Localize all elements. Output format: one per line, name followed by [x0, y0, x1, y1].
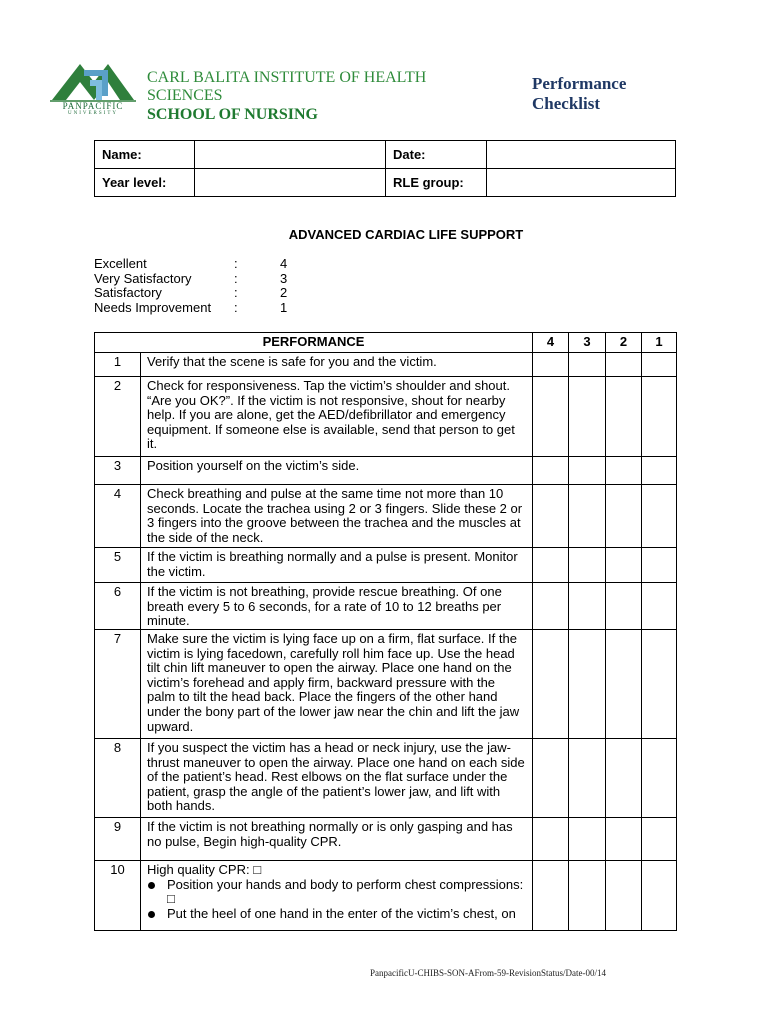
name-label: Name:	[95, 141, 195, 169]
step-text: If you suspect the victim has a head or neck injury, use the jaw-thrust maneuver to open the airway. Place one hand on each side of the patient’s head. Rest elbows on the flat surface under the patient, grasp the angle of the patient’s lower jaw, and lift with both hands.	[141, 739, 533, 818]
institution-name	[147, 69, 426, 124]
score-header-3: 3	[569, 333, 606, 353]
bullet-text: Put the heel of one hand in the enter of the victim’s chest, on	[167, 905, 516, 921]
score-cell-4[interactable]	[533, 861, 569, 931]
step-number: 9	[95, 818, 141, 861]
legend-label: Excellent	[94, 256, 147, 271]
table-row	[95, 630, 677, 739]
table-row	[95, 583, 677, 630]
step-number: 6	[95, 583, 141, 630]
score-cell-1[interactable]	[642, 630, 677, 739]
date-label: Date:	[386, 141, 487, 169]
step-text: High quality CPR: □	[147, 862, 262, 877]
rle-group-field[interactable]	[487, 169, 676, 197]
table-row	[95, 457, 677, 485]
institution-line1: CARL BALITA INSTITUTE OF HEALTH	[147, 69, 427, 86]
year-level-field[interactable]	[195, 169, 386, 197]
score-cell-1[interactable]	[642, 861, 677, 931]
year-level-label: Year level:	[95, 169, 195, 197]
score-cell-3[interactable]	[569, 739, 606, 818]
score-cell-4[interactable]	[533, 485, 569, 548]
table-row	[95, 818, 677, 861]
legend-separator: :	[234, 256, 238, 271]
score-cell-3[interactable]	[569, 630, 606, 739]
score-cell-2[interactable]	[606, 548, 642, 583]
bullet-icon	[147, 907, 167, 922]
legend-label: Very Satisfactory	[94, 270, 192, 286]
score-cell-2[interactable]	[606, 818, 642, 861]
legend-value: 4	[280, 256, 288, 271]
table-row	[95, 353, 677, 377]
logo-text: PANPACIFIC	[62, 101, 124, 111]
score-cell-4[interactable]	[533, 548, 569, 583]
step-text: Make sure the victim is lying face up on a firm, flat surface. If the victim is lying facedown, carefully roll him face up. Use the head tilt chin lift maneuver to open the airway. Place one hand on the victim’s forehead and apply firm, backward pressure with the palm to tilt the head back. Place the fingers of the other hand under the bony part of the lower jaw near the chin and lift the jaw upward.	[141, 630, 533, 739]
bullet-item	[147, 878, 526, 907]
performance-header: PERFORMANCE	[95, 333, 533, 353]
score-cell-4[interactable]	[533, 457, 569, 485]
name-field[interactable]	[195, 141, 386, 169]
score-cell-3[interactable]	[569, 818, 606, 861]
score-cell-1[interactable]	[642, 485, 677, 548]
checklist-title: ADVANCED CARDIAC LIFE SUPPORT	[288, 227, 524, 242]
date-field[interactable]	[487, 141, 676, 169]
table-row	[95, 485, 677, 548]
legend-row	[94, 286, 287, 301]
legend-label: Satisfactory	[94, 285, 162, 301]
score-header-4: 4	[533, 333, 569, 353]
score-cell-2[interactable]	[606, 630, 642, 739]
legend-row	[94, 257, 287, 272]
score-cell-1[interactable]	[642, 583, 677, 630]
logo-caption	[50, 101, 136, 116]
score-cell-4[interactable]	[533, 630, 569, 739]
student-info-table	[94, 140, 676, 197]
score-cell-4[interactable]	[533, 353, 569, 377]
document-footer: PanpacificU-CHIBS-SON-AFrom-59-RevisionStatus/Date-00/14	[370, 968, 606, 978]
table-row	[95, 548, 677, 583]
table-row	[95, 739, 677, 818]
step-text: If the victim is breathing normally and a pulse is present. Monitor the victim.	[141, 548, 533, 583]
score-cell-4[interactable]	[533, 583, 569, 630]
legend-value: 3	[280, 270, 288, 286]
doc-type-line2: Checklist	[532, 94, 600, 113]
legend-separator: :	[234, 270, 238, 286]
step-text: Check breathing and pulse at the same time not more than 10 seconds. Locate the trachea using 2 or 3 fingers. Slide these 2 or 3 fingers into the groove between the trachea and the muscles at the side of the neck.	[141, 485, 533, 548]
score-cell-3[interactable]	[569, 377, 606, 457]
legend-label: Needs Improvement	[94, 299, 212, 315]
legend-value: 1	[280, 299, 288, 315]
table-row	[95, 861, 677, 931]
score-cell-3[interactable]	[569, 861, 606, 931]
score-cell-1[interactable]	[642, 818, 677, 861]
score-cell-3[interactable]	[569, 548, 606, 583]
step-number: 7	[95, 630, 141, 739]
score-cell-4[interactable]	[533, 377, 569, 457]
step-text: Position yourself on the victim’s side.	[141, 457, 533, 485]
score-cell-3[interactable]	[569, 457, 606, 485]
score-cell-1[interactable]	[642, 548, 677, 583]
score-cell-1[interactable]	[642, 457, 677, 485]
score-cell-2[interactable]	[606, 377, 642, 457]
legend-value: 2	[280, 285, 288, 301]
legend-row	[94, 272, 287, 287]
score-cell-2[interactable]	[606, 583, 642, 630]
score-cell-2[interactable]	[606, 739, 642, 818]
score-cell-4[interactable]	[533, 739, 569, 818]
document-type	[532, 74, 626, 114]
score-cell-1[interactable]	[642, 353, 677, 377]
score-header-1: 1	[642, 333, 677, 353]
step-text: Check for responsiveness. Tap the victim’s shoulder and shout. “Are you OK?”. If the victim is not responsive, shout for nearby help. If you are alone, get the AED/defibrillator and emergency equipment. If someone else is available, send that person to get it.	[141, 377, 533, 457]
score-cell-2[interactable]	[606, 861, 642, 931]
rle-group-label: RLE group:	[386, 169, 487, 197]
score-cell-2[interactable]	[606, 485, 642, 548]
score-cell-1[interactable]	[642, 377, 677, 457]
score-cell-3[interactable]	[569, 485, 606, 548]
score-cell-2[interactable]	[606, 457, 642, 485]
step-text: If the victim is not breathing, provide rescue breathing. Of one breath every 5 to 6 seconds, for a rate of 10 to 12 breaths per minute.	[141, 583, 533, 630]
step-text: Verify that the scene is safe for you and the victim.	[141, 353, 533, 377]
step-number: 4	[95, 485, 141, 548]
score-header-2: 2	[606, 333, 642, 353]
score-cell-2[interactable]	[606, 353, 642, 377]
institution-line2: SCIENCES	[147, 87, 223, 104]
logo-subtext: UNIVERSITY	[68, 111, 118, 116]
school-name: SCHOOL OF NURSING	[147, 106, 318, 123]
score-cell-3[interactable]	[569, 583, 606, 630]
legend-row	[94, 301, 287, 316]
score-cell-4[interactable]	[533, 818, 569, 861]
table-header-row	[95, 333, 677, 353]
step-number: 10	[95, 861, 141, 931]
rating-legend	[94, 257, 287, 315]
step-number: 5	[95, 548, 141, 583]
step-number: 8	[95, 739, 141, 818]
legend-separator: :	[234, 285, 238, 301]
step-text-cpr	[141, 861, 533, 931]
bullet-icon	[147, 878, 167, 907]
step-number: 3	[95, 457, 141, 485]
score-cell-1[interactable]	[642, 739, 677, 818]
step-number: 1	[95, 353, 141, 377]
table-row	[95, 377, 677, 457]
score-cell-3[interactable]	[569, 353, 606, 377]
bullet-item	[147, 907, 526, 922]
performance-table	[94, 332, 677, 931]
step-number: 2	[95, 377, 141, 457]
step-text: If the victim is not breathing normally or is only gasping and has no pulse, Begin high-quality CPR.	[141, 818, 533, 861]
doc-type-line1: Performance	[532, 74, 627, 93]
legend-separator: :	[234, 299, 238, 315]
bullet-text: Position your hands and body to perform chest compressions: □	[167, 876, 524, 907]
